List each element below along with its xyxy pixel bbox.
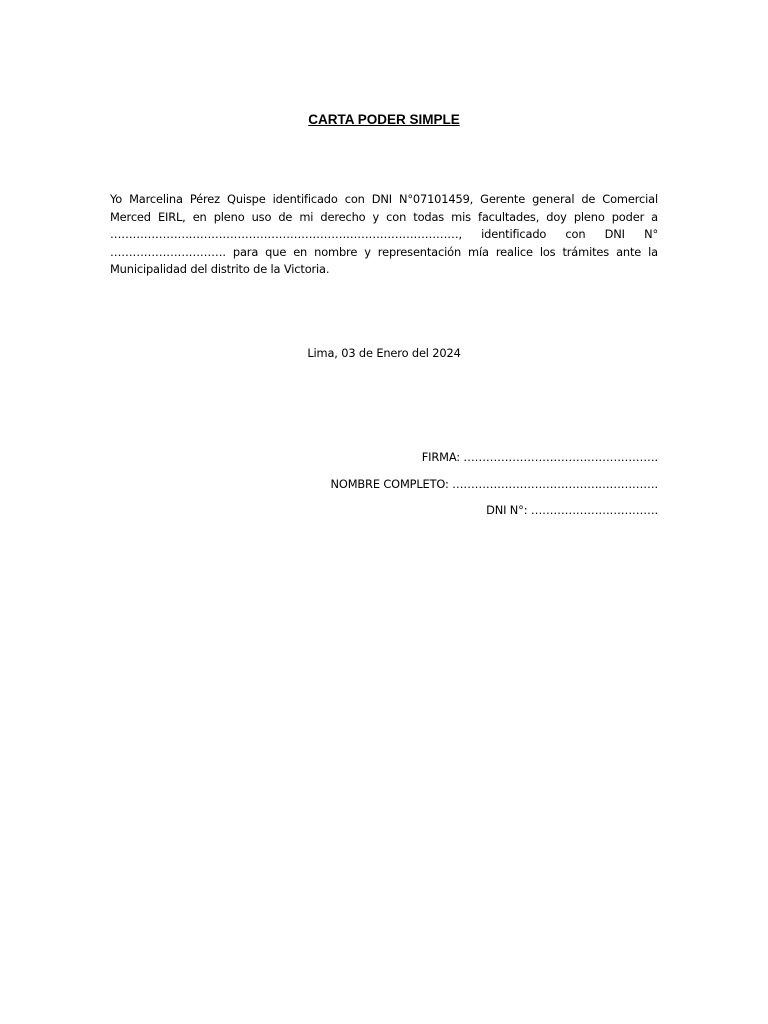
place-and-date: Lima, 03 de Enero del 2024 — [307, 346, 461, 360]
body-paragraph — [110, 191, 658, 279]
signature-dni-line: DNI N°: ……………………………. — [486, 503, 658, 517]
body-line-1: Yo Marcelina Pérez Quispe identificado con DNI N°07101459, Gerente general de Comercial — [110, 192, 658, 206]
signature-nombre-line: NOMBRE COMPLETO: ………………………………………………. — [330, 476, 658, 491]
body-line-3: …………………………………………………………………………………, identificado con DNI N° — [110, 227, 658, 242]
body-line-2: Merced EIRL, en pleno uso de mi derecho y con todas mis facultades, doy pleno poder a — [110, 209, 658, 224]
body-line-4: …………………………. para que en nombre y representación mía realice los trámites ante la — [110, 244, 658, 259]
signature-block — [258, 449, 658, 529]
document-title: CARTA PODER SIMPLE — [308, 112, 460, 127]
signature-firma-line: FIRMA: ……………………………………………. — [421, 450, 658, 464]
body-line-5: Municipalidad del distrito de la Victoria. — [110, 262, 330, 277]
